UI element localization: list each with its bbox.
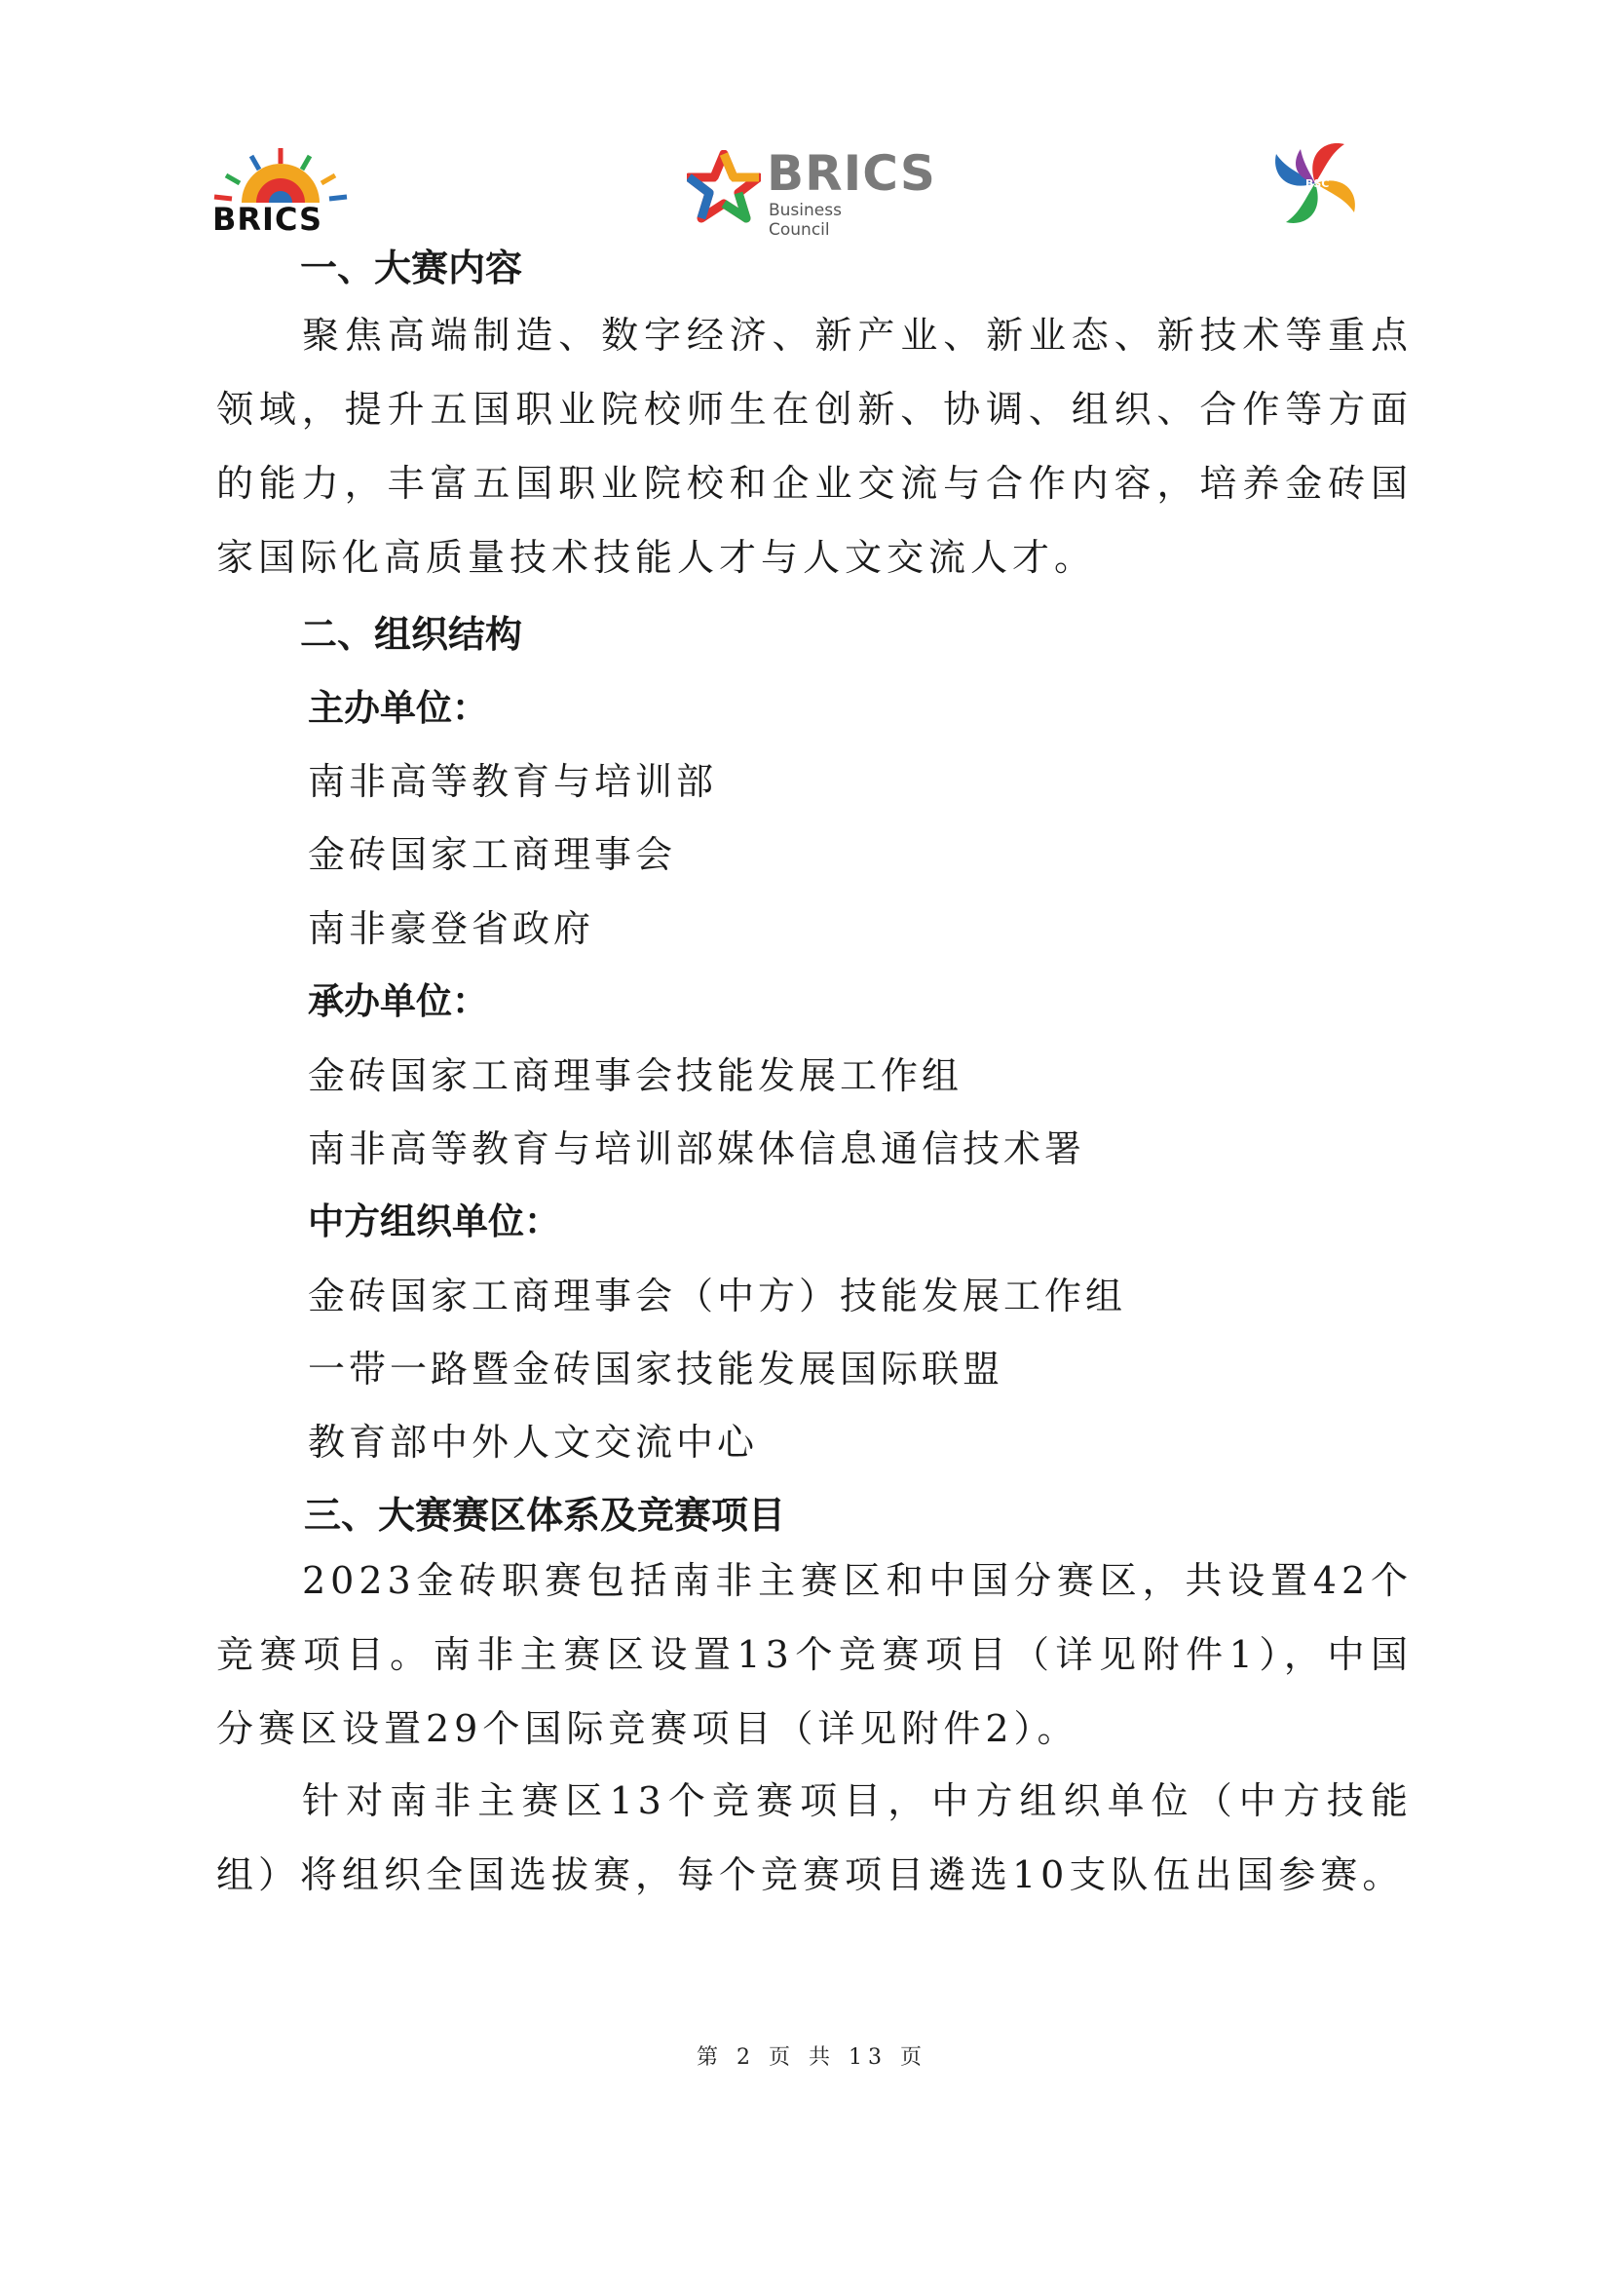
section-3-heading: 三、大赛赛区体系及竞赛项目 (304, 1494, 786, 1537)
section-3-paragraph-1: 2023金砖职赛包括南非主赛区和中国分赛区，共设置42个竞赛项目。南非主赛区设置13个竞赛项目（详见附件1），中国分赛区设置29个国际竞赛项目（详见附件2）。 (216, 1559, 1413, 1750)
swirl-emblem-icon (1266, 134, 1364, 232)
undertaker-item: 南非高等教育与培训部媒体信息通信技术署 (308, 1127, 1086, 1170)
brics-logo (212, 146, 349, 244)
undertaker-item: 金砖国家工商理事会技能发展工作组 (308, 1054, 963, 1097)
organizer-heading: 主办单位： (308, 687, 488, 729)
undertaker-heading: 承办单位： (308, 980, 488, 1022)
brics-business-council-logo (687, 145, 936, 240)
sun-rays-icon (212, 146, 349, 205)
svg-text:BSC: BSC (1305, 177, 1330, 190)
swirl-emblem-logo (1266, 134, 1364, 232)
chinese-organizer-heading: 中方组织单位： (308, 1201, 560, 1242)
bbc-logo-subtitle: Business Council (769, 201, 842, 240)
section-2-heading: 二、组织结构 (300, 613, 523, 656)
chinese-organizer-item: 一带一路暨金砖国家技能发展国际联盟 (308, 1348, 1004, 1391)
star-emblem-icon (687, 150, 761, 224)
chinese-organizer-item: 教育部中外人文交流中心 (308, 1421, 759, 1464)
bbc-logo-title: BRICS (767, 145, 936, 202)
section-1-paragraph: 聚焦高端制造、数字经济、新产业、新业态、新技术等重点领域，提升五国职业院校师生在创新、协调、组织、合作等方面的能力，丰富五国职业院校和企业交流与合作内容，培养金砖国家国际化高质量技术技能人才与人文交流人才。 (216, 314, 1413, 579)
brics-logo-word: BRICS (212, 201, 323, 238)
section-3-paragraph-2: 针对南非主赛区13个竞赛项目，中方组织单位（中方技能组）将组织全国选拔赛，每个竞赛项目遴选10支队伍出国参赛。 (216, 1779, 1413, 1896)
organizer-item: 南非高等教育与培训部 (308, 760, 718, 803)
section-1-heading: 一、大赛内容 (300, 247, 523, 289)
page-number: 第 2 页 共 13 页 (697, 2045, 927, 2070)
organizer-item: 金砖国家工商理事会 (308, 833, 677, 876)
organizer-item: 南非豪登省政府 (308, 907, 595, 950)
chinese-organizer-item: 金砖国家工商理事会（中方）技能发展工作组 (308, 1275, 1127, 1317)
